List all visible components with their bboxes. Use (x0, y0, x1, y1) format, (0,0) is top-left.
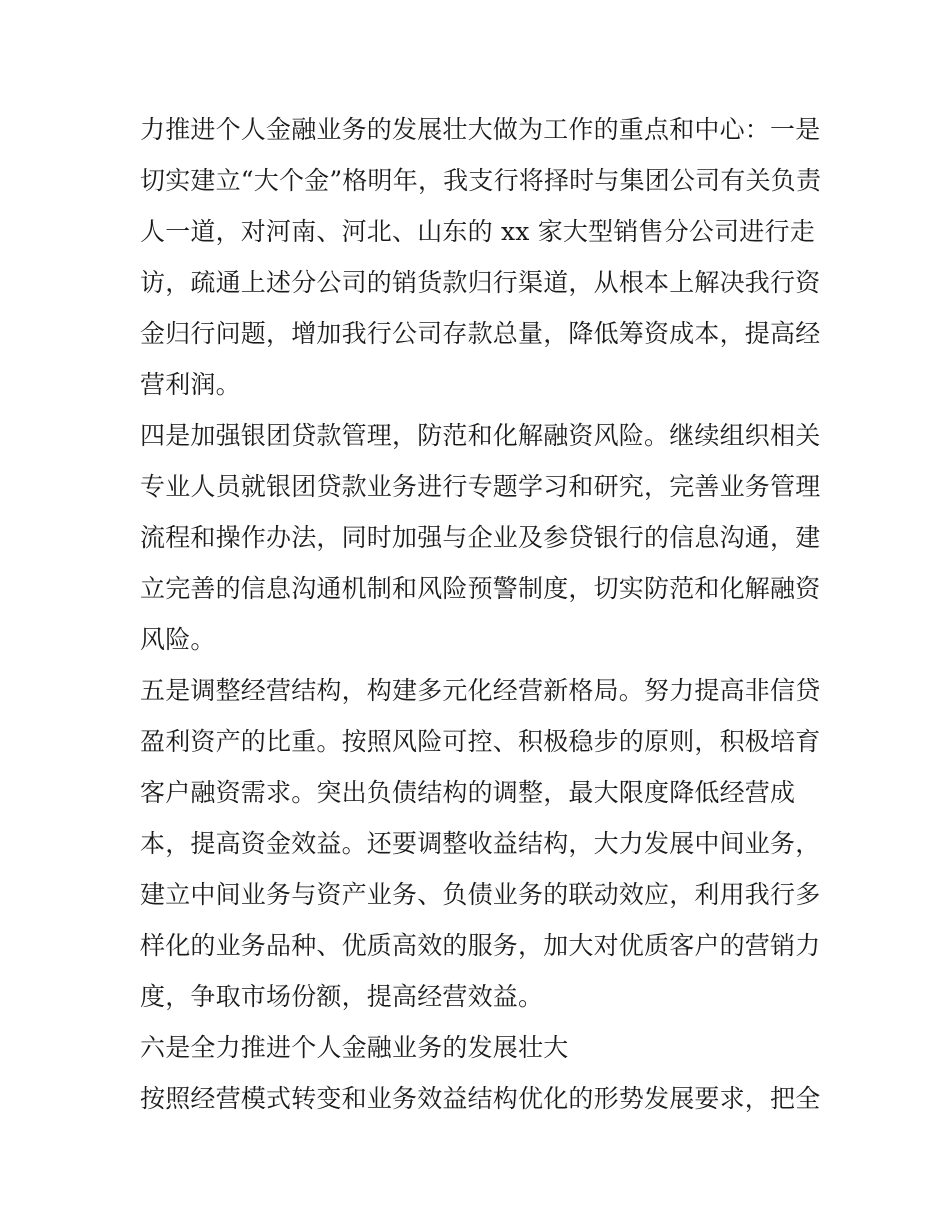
text-line: 切实建立“大个金”格明年，我支行将择时与集团公司有关负责 (140, 166, 822, 195)
document-body (140, 104, 820, 1124)
paragraph-five-start: 五是调整经营结构，构建多元化经营新格局。努力提高非信贷 (140, 676, 821, 705)
text-line: 建立中间业务与资产业务、负债业务的联动效应，利用我行多 (140, 880, 821, 909)
text-line: 盈利资产的比重。按照风险可控、积极稳步的原则，积极培育 (140, 727, 821, 756)
text-line: 流程和操作办法，同时加强与企业及参贷银行的信息沟通，建 (140, 523, 821, 552)
text-line: 按照经营模式转变和业务效益结构优化的形势发展要求，把全 (140, 1084, 821, 1113)
text-line: 客户融资需求。突出负债结构的调整，最大限度降低经营成 (140, 778, 796, 807)
text-line: 立完善的信息沟通机制和风险预警制度，切实防范和化解融资 (140, 574, 821, 603)
text-line: 度，争取市场份额，提高经营效益。 (140, 982, 544, 1011)
text-line: 人一道，对河南、河北、山东的 xx 家大型销售分公司进行走 (140, 217, 815, 246)
text-line: 访，疏通上述分公司的销货款归行渠道，从根本上解决我行资 (140, 268, 821, 297)
text-line: 样化的业务品种、优质高效的服务，加大对优质客户的营销力 (140, 931, 821, 960)
text-line: 金归行问题，增加我行公司存款总量，降低筹资成本，提高经 (140, 319, 821, 348)
section-six-heading: 六是全力推进个人金融业务的发展壮大 (140, 1033, 569, 1062)
text-line: 本，提高资金效益。还要调整收益结构，大力发展中间业务， (140, 829, 821, 858)
paragraph-four-start: 四是加强银团贷款管理，防范和化解融资风险。继续组织相关 (140, 421, 821, 450)
text-line: 风险。 (140, 625, 216, 654)
text-line: 营利润。 (140, 370, 241, 399)
text-line: 力推进个人金融业务的发展壮大做为工作的重点和中心：一是 (140, 115, 821, 144)
text-line: 专业人员就银团贷款业务进行专题学习和研究，完善业务管理 (140, 472, 821, 501)
